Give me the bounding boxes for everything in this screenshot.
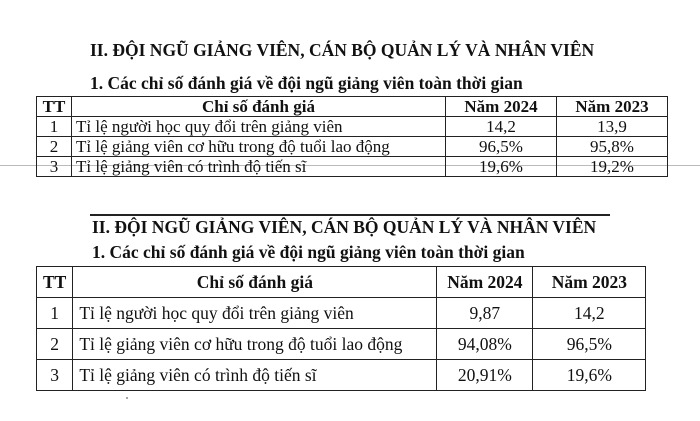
header-year-2023: Năm 2023 — [557, 97, 668, 117]
table-row — [37, 329, 646, 360]
header-tt: TT — [37, 267, 73, 298]
header-year-2024: Năm 2024 — [437, 267, 533, 298]
cell-tt: 2 — [37, 137, 72, 157]
cell-indicator: Tỉ lệ người học quy đổi trên giảng viên — [72, 117, 446, 137]
table-header-row — [37, 267, 646, 298]
scan-speck — [126, 397, 128, 399]
cell-indicator: Tỉ lệ giảng viên có trình độ tiến sĩ — [72, 157, 446, 177]
cell-indicator: Tỉ lệ giảng viên cơ hữu trong độ tuổi lao động — [73, 329, 437, 360]
cell-year-2023: 19,6% — [533, 360, 646, 391]
table-row — [37, 117, 668, 137]
cell-year-2023: 19,2% — [557, 157, 668, 177]
cell-year-2023: 95,8% — [557, 137, 668, 157]
table-row — [37, 157, 668, 177]
header-year-2023: Năm 2023 — [533, 267, 646, 298]
table-row — [37, 298, 646, 329]
cell-tt: 1 — [37, 298, 73, 329]
header-indicator: Chỉ số đánh giá — [72, 97, 446, 117]
header-tt: TT — [37, 97, 72, 117]
cell-year-2023: 96,5% — [533, 329, 646, 360]
table-row — [37, 137, 668, 157]
bottom-section-title: II. ĐỘI NGŨ GIẢNG VIÊN, CÁN BỘ QUẢN LÝ VÀ NHÂN VIÊN — [92, 217, 597, 237]
cell-year-2024: 96,5% — [446, 137, 557, 157]
cell-year-2023: 14,2 — [533, 298, 646, 329]
cell-tt: 3 — [37, 157, 72, 177]
top-subsection-title: 1. Các chỉ số đánh giá về đội ngũ giảng viên toàn thời gian — [90, 73, 523, 93]
table-header-row — [37, 97, 668, 117]
cell-indicator: Tỉ lệ người học quy đổi trên giảng viên — [73, 298, 437, 329]
cell-year-2024: 20,91% — [437, 360, 533, 391]
bottom-subsection-title: 1. Các chỉ số đánh giá về đội ngũ giảng viên toàn thời gian — [92, 242, 525, 262]
cell-tt: 3 — [37, 360, 73, 391]
cell-year-2024: 9,87 — [437, 298, 533, 329]
cell-indicator: Tỉ lệ giảng viên cơ hữu trong độ tuổi lao động — [72, 137, 446, 157]
excerpt-divider — [90, 214, 610, 216]
header-year-2024: Năm 2024 — [446, 97, 557, 117]
bottom-indicator-table — [36, 266, 646, 391]
top-indicator-table — [36, 96, 668, 177]
cell-year-2024: 14,2 — [446, 117, 557, 137]
table-row — [37, 360, 646, 391]
top-section-title: II. ĐỘI NGŨ GIẢNG VIÊN, CÁN BỘ QUẢN LÝ VÀ NHÂN VIÊN — [90, 40, 595, 60]
cell-year-2023: 13,9 — [557, 117, 668, 137]
cell-year-2024: 94,08% — [437, 329, 533, 360]
cell-tt: 2 — [37, 329, 73, 360]
cell-year-2024: 19,6% — [446, 157, 557, 177]
header-indicator: Chỉ số đánh giá — [73, 267, 437, 298]
cell-tt: 1 — [37, 117, 72, 137]
cell-indicator: Tỉ lệ giảng viên có trình độ tiến sĩ — [73, 360, 437, 391]
top-excerpt — [0, 0, 700, 205]
